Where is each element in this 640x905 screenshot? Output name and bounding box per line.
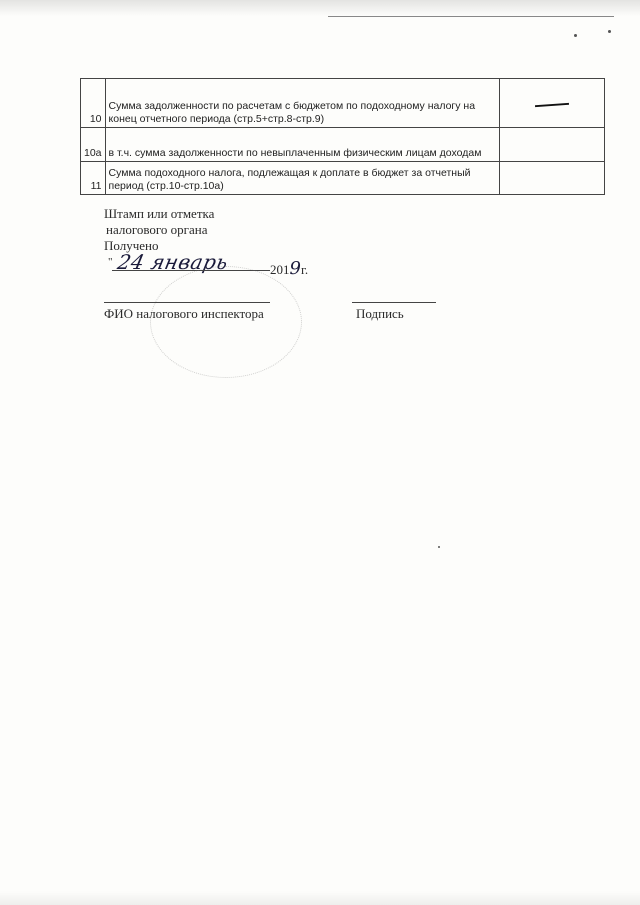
inspector-name-line (104, 302, 270, 303)
signature-line (352, 302, 436, 303)
stamp-label-line2: налогового органа (106, 222, 208, 237)
stamp-block (104, 206, 214, 254)
tax-declaration-table (80, 78, 605, 195)
signature-label: Подпись (356, 306, 404, 321)
table-row (81, 128, 605, 162)
top-rule-line (328, 16, 614, 17)
date-handwritten: 24 январь (115, 250, 231, 274)
scan-edge-bottom (0, 891, 640, 905)
scan-edge-top (0, 0, 640, 16)
faint-stamp-impression (150, 266, 302, 378)
scan-speck (438, 546, 440, 548)
row-description: Сумма подоходного налога, подлежащая к доплате в бюджет за отчетный период (стр.10-стр.10а) (105, 162, 500, 195)
year-suffix: г. (300, 262, 309, 277)
table-row (81, 79, 605, 128)
scan-speck (574, 34, 577, 37)
handwritten-dash-mark (535, 103, 569, 107)
row-number: 10а (81, 128, 106, 162)
row-description: Сумма задолженности по расчетам с бюджетом по подоходному налогу на конец отчетного периода (стр.5+стр.8-стр.9) (105, 79, 500, 128)
stamp-label-line1: Штамп или отметка (104, 206, 215, 221)
row-value (500, 128, 605, 162)
row-description: в т.ч. сумма задолженности по невыплаченным физическим лицам доходам (105, 128, 500, 162)
year-digit-handwritten: 9 (289, 258, 301, 279)
row-value (500, 162, 605, 195)
received-label: Получено (104, 238, 159, 253)
table-row (81, 162, 605, 195)
date-year (270, 258, 308, 279)
scan-speck (608, 30, 611, 33)
inspector-name-label: ФИО налогового инспектора (104, 306, 264, 321)
year-prefix: 201 (270, 262, 290, 277)
row-number: 11 (81, 162, 106, 195)
row-value (500, 79, 605, 128)
row-number: 10 (81, 79, 106, 128)
date-quote: " (108, 256, 113, 268)
